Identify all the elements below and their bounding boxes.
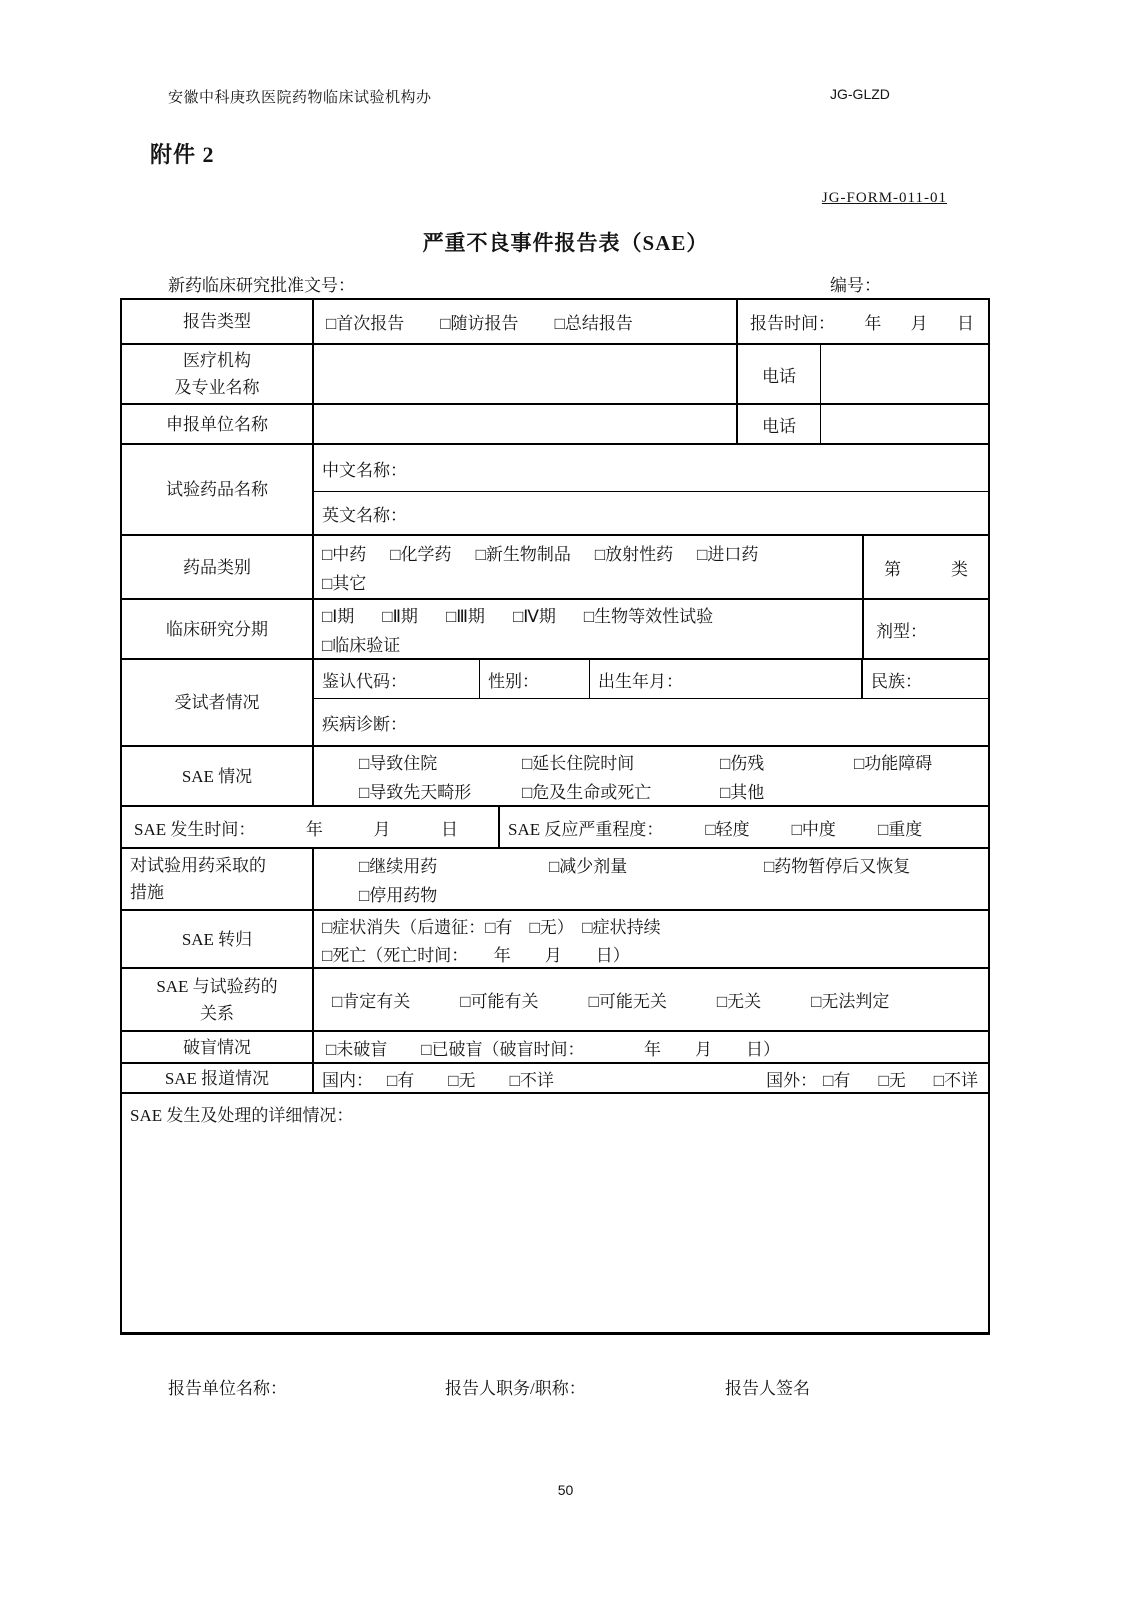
study-phase-options-cell: [312, 600, 862, 658]
unblinding-label: 破盲情况: [183, 1037, 251, 1057]
checkbox-followup-report: □随访报告: [440, 314, 519, 333]
form-title: 严重不良事件报告表（SAE）: [422, 231, 709, 255]
footer-reporter-signature-label: 报告人签名: [725, 1379, 810, 1398]
checkbox-first-report: □首次报告: [326, 314, 405, 333]
measures-label-cell: [122, 849, 312, 909]
checkbox-possibly-unrelated: □可能无关: [588, 992, 667, 1011]
checkbox-hospitalization: □导致住院: [359, 754, 438, 773]
sae-outcome-line1: □症状消失（后遗征：□有 □无） □症状持续: [322, 917, 661, 937]
row-drug-name: [122, 443, 988, 534]
phone-label-cell: [736, 345, 820, 403]
checkbox-undeterminable: □无法判定: [811, 992, 890, 1011]
report-type-label-cell: [122, 300, 312, 343]
day-token: 日: [440, 819, 458, 839]
checkbox-moderate: □中度: [791, 819, 836, 839]
row-measures: [122, 847, 988, 909]
drug-name-chinese-label: 中文名称：: [322, 460, 407, 480]
measures-label-line2: 措施: [130, 883, 164, 902]
measures-options-cell: [312, 849, 988, 909]
measures-label-line1: 对试验用药采取的: [130, 856, 266, 875]
sae-situation-options-cell: [312, 747, 988, 805]
page-number: 50: [557, 1482, 574, 1498]
id-code-cell: [314, 660, 479, 698]
drug-category-label-cell: [122, 536, 312, 598]
report-type-label: 报告类型: [183, 312, 251, 331]
report-type-options-cell: [312, 300, 736, 343]
diagnosis-cell: [314, 698, 988, 745]
checkbox-radioactive: □放射性药: [594, 545, 674, 564]
drug-class-cell: [862, 536, 988, 598]
sae-outcome-label: SAE 转归: [181, 929, 253, 949]
checkbox-unrelated: □无关: [716, 992, 762, 1011]
checkbox-disability: □伤残: [720, 754, 765, 773]
month-token: 月: [373, 819, 391, 839]
sae-details-cell: [122, 1094, 988, 1332]
checkbox-new-biologic: □新生物制品: [475, 545, 571, 564]
sae-situation-label-cell: [122, 747, 312, 805]
sex-cell: [479, 660, 589, 698]
sae-reported-options-cell: [312, 1064, 988, 1092]
checkbox-congenital-anomaly: □导致先天畸形: [359, 783, 472, 802]
drug-category-line2: [314, 567, 862, 596]
checkbox-definitely-related: □肯定有关: [332, 992, 411, 1011]
relation-label-line1: SAE 与试验药的: [156, 976, 278, 996]
id-code-label: 鉴认代码：: [322, 671, 407, 691]
report-time-label: 报告时间：: [750, 314, 835, 333]
study-phase-label: 临床研究分期: [166, 619, 268, 639]
birth-date-cell: [589, 660, 861, 698]
row-sae-outcome: [122, 909, 988, 967]
checkbox-dysfunction: □功能障碍: [854, 754, 933, 773]
header-doc-code: JG-GLZD: [830, 86, 890, 102]
relation-label-cell: [122, 969, 312, 1030]
checkbox-summary-report: □总结报告: [554, 314, 633, 333]
approval-number-label: 新药临床研究批准文号：: [168, 276, 355, 295]
sae-outcome-line2: □死亡（死亡时间： 年 月 日）: [322, 945, 630, 965]
sae-severity-cell: [498, 807, 988, 847]
checkbox-imported: □进口药: [697, 545, 759, 564]
unblinding-label-cell: [122, 1032, 312, 1062]
applicant-phone-value-cell: [820, 405, 988, 443]
drug-name-subrows: [312, 445, 988, 534]
applicant-phone-label-cell: [736, 405, 820, 443]
sex-label: 性别：: [488, 671, 539, 691]
row-drug-category: [122, 534, 988, 598]
checkbox-foreign-yes: □有: [823, 1070, 851, 1090]
drug-category-label: 药品类别: [183, 557, 251, 577]
row-relation: [122, 967, 988, 1030]
day-token: 日: [956, 314, 974, 333]
form-code: JG-FORM-011-01: [821, 190, 947, 206]
checkbox-domestic-unknown: □不详: [509, 1070, 554, 1090]
row-sae-situation: [122, 745, 988, 805]
applicant-unit-label: 申报单位名称: [166, 414, 268, 434]
subject-info-label: 受试者情况: [174, 693, 260, 712]
domestic-label: 国内：: [322, 1070, 373, 1090]
checkbox-reduce-dose: □减少剂量: [549, 857, 628, 876]
checkbox-chemical: □化学药: [390, 545, 452, 564]
checkbox-severe: □重度: [877, 819, 923, 839]
checkbox-mild: □轻度: [705, 819, 750, 839]
checkbox-phase-2: □Ⅱ期: [382, 607, 418, 626]
study-phase-line1: [314, 600, 862, 629]
sae-situation-line1: [314, 747, 988, 776]
row-unblinding: [122, 1030, 988, 1062]
checkbox-stop-medication: □停用药物: [359, 886, 438, 905]
sae-details-label: SAE 发生及处理的详细情况：: [130, 1106, 354, 1125]
header-institution-name: 安徽中科庚玖医院药物临床试验机构办: [168, 90, 432, 106]
row-medical-institution: [122, 343, 988, 403]
sae-situation-line2: [314, 776, 988, 805]
report-time-cell: [736, 300, 988, 343]
attachment-label: 附件 2: [150, 142, 215, 167]
sae-outcome-options-cell: [312, 911, 988, 967]
ethnicity-label: 民族：: [871, 671, 922, 691]
checkbox-other-category: □其它: [322, 574, 367, 593]
dosage-form-label: 剂型：: [876, 621, 927, 641]
applicant-unit-value-cell: [312, 405, 736, 443]
drug-category-options-cell: [312, 536, 862, 598]
drug-name-english-label: 英文名称：: [322, 505, 407, 525]
class-suffix: 类: [951, 559, 968, 579]
drug-name-chinese-cell: [314, 445, 988, 491]
checkbox-continue-medication: □继续用药: [359, 857, 438, 876]
checkbox-clinical-validation: □临床验证: [322, 636, 401, 655]
medical-institution-value-cell: [312, 345, 736, 403]
drug-name-label-cell: [122, 445, 312, 534]
footer-reporter-title-label: 报告人职务/职称：: [445, 1379, 586, 1398]
subject-info-label-cell: [122, 660, 312, 745]
checkbox-domestic-yes: □有: [387, 1070, 415, 1090]
checkbox-foreign-no: □无: [878, 1070, 906, 1090]
sae-time-label: SAE 发生时间：: [134, 819, 256, 839]
footer-report-unit-label: 报告单位名称：: [168, 1379, 287, 1398]
diagnosis-label: 疾病诊断：: [322, 714, 407, 734]
phone-label: 电话: [762, 416, 796, 436]
checkbox-phase-4: □Ⅳ期: [512, 607, 556, 626]
checkbox-possibly-related: □可能有关: [460, 992, 539, 1011]
relation-label-line2: 关系: [200, 1003, 234, 1023]
medical-institution-label-cell: [122, 345, 312, 403]
row-sae-details: [122, 1092, 988, 1332]
subject-info-subrows: [312, 660, 988, 745]
medical-institution-label-line1: 医疗机构: [183, 351, 251, 370]
checkbox-prolonged-hospitalization: □延长住院时间: [522, 754, 635, 773]
phone-value-cell: [820, 345, 988, 403]
checkbox-domestic-no: □无: [448, 1070, 476, 1090]
row-subject-info: [122, 658, 988, 745]
subject-info-subrow1: [314, 660, 988, 698]
checkbox-pause-then-resume: □药物暂停后又恢复: [764, 857, 911, 876]
study-phase-label-cell: [122, 600, 312, 658]
row-applicant-unit: [122, 403, 988, 443]
medical-institution-label-line2: 及专业名称: [174, 378, 260, 397]
row-study-phase: [122, 598, 988, 658]
sae-form-table: [120, 298, 990, 1335]
checkbox-tcm: □中药: [322, 545, 367, 564]
birth-date-label: 出生年月：: [598, 671, 683, 691]
drug-category-line1: [314, 538, 862, 567]
checkbox-phase-3: □Ⅲ期: [445, 607, 485, 626]
year-token: 年: [864, 314, 882, 333]
sae-time-cell: [122, 807, 498, 847]
foreign-label: 国外：: [766, 1070, 818, 1090]
sae-situation-label: SAE 情况: [181, 766, 253, 786]
dosage-form-cell: [862, 600, 988, 658]
sae-reported-label: SAE 报道情况: [164, 1068, 270, 1088]
class-prefix: 第: [884, 559, 901, 579]
phone-label: 电话: [762, 366, 796, 386]
checkbox-phase-1: □Ⅰ期: [322, 607, 355, 626]
sae-severity-label: SAE 反应严重程度：: [508, 819, 664, 839]
sae-outcome-label-cell: [122, 911, 312, 967]
measures-line2: [314, 879, 988, 908]
measures-line1: [314, 850, 988, 879]
drug-name-english-cell: [314, 491, 988, 534]
applicant-unit-label-cell: [122, 405, 312, 443]
ethnicity-cell: [861, 660, 988, 698]
checkbox-foreign-unknown: □不详: [933, 1070, 978, 1090]
row-sae-reported: [122, 1062, 988, 1092]
study-phase-line2: [314, 629, 862, 658]
month-token: 月: [910, 314, 928, 333]
year-token: 年: [305, 819, 323, 839]
checkbox-bioequivalence: □生物等效性试验: [583, 607, 714, 626]
row-sae-time-severity: [122, 805, 988, 847]
relation-options-cell: [312, 969, 988, 1030]
serial-number-label: 编号：: [830, 276, 881, 295]
unblinding-options-cell: □未破盲 □已破盲（破盲时间： 年 月 日）: [312, 1032, 988, 1062]
sae-reported-label-cell: [122, 1064, 312, 1092]
drug-name-label: 试验药品名称: [166, 480, 268, 499]
checkbox-other-sae: □其他: [720, 783, 765, 802]
checkbox-life-threatening-death: □危及生命或死亡: [522, 783, 652, 802]
row-report-type: [122, 300, 988, 343]
